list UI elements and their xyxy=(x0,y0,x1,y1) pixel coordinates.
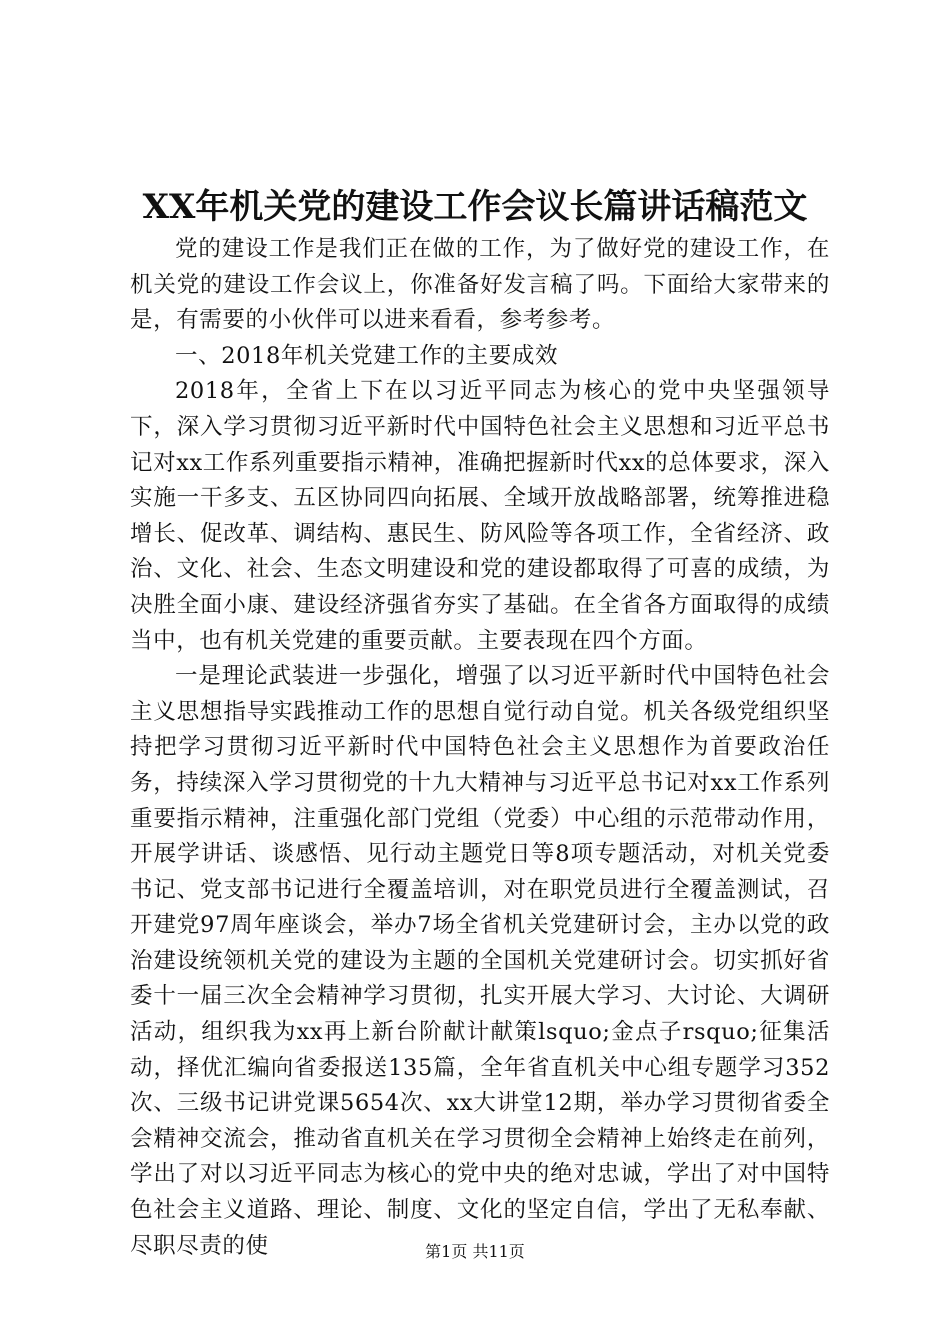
intro-paragraph: 党的建设工作是我们正在做的工作，为了做好党的建设工作，在机关党的建设工作会议上，你准备好发言稿了吗。下面给大家带来的是，有需要的小伙伴可以进来看看，参考参考。 xyxy=(130,236,830,334)
document-title: XX年机关党的建设工作会议长篇讲话稿范文 xyxy=(142,187,808,227)
body-paragraph: 一是理论武装进一步强化，增强了以习近平新时代中国特色社会主义思想指导实践推动工作的思想自觉行动自觉。机关各级党组织坚持把学习贯彻习近平新时代中国特色社会主义思想作为首要政治任务，持续深入学习贯彻党的十九大精神与习近平总书记对xx工作系列重要指示精神，注重强化部门党组（党委）中心组的示范带动作用，开展学讲话、谈感悟、见行动主题党日等8项专题活动，对机关党委书记、党支部书记进行全覆盖培训，对在职党员进行全覆盖测试，召开建党97周年座谈会，举办7场全省机关党建研讨会，主办以党的政治建设统领机关党的建设为主题的全国机关党建研讨会。切实抓好省委十一届三次全会精神学习贯彻，扎实开展大学习、大讨论、大调研活动，组织我为xx再上新台阶献计献策lsquo;金点子rsquo;征集活动，择优汇编向省委报送135篇，全年省直机关中心组专题学习352次、三级书记讲党课5654次、xx大讲堂12期，举办学习贯彻省委全会精神交流会，推动省直机关在学习贯彻全会精神上始终走在前列，学出了对以习近平同志为核心的党中央的绝对忠诚，学出了对中国特色社会主义道路、理论、制度、文化的坚定自信，学出了无私奉献、尽职尽责的使 xyxy=(130,663,830,1259)
page-number-footer: 第1页 共11页 xyxy=(425,1242,525,1261)
body-paragraph: 2018年，全省上下在以习近平同志为核心的党中央坚强领导下，深入学习贯彻习近平新时代中国特色社会主义思想和习近平总书记对xx工作系列重要指示精神，准确把握新时代xx的总体要求，深入实施一干多支、五区协同四向拓展、全域开放战略部署，统筹推进稳增长、促改革、调结构、惠民生、防风险等各项工作，全省经济、政治、文化、社会、生态文明建设和党的建设都取得了可喜的成绩，为决胜全面小康、建设经济强省夯实了基础。在全省各方面取得的成绩当中，也有机关党建的重要贡献。主要表现在四个方面。 xyxy=(130,378,830,654)
section-heading: 一、2018年机关党建工作的主要成效 xyxy=(175,342,559,369)
document-body xyxy=(130,232,830,1264)
